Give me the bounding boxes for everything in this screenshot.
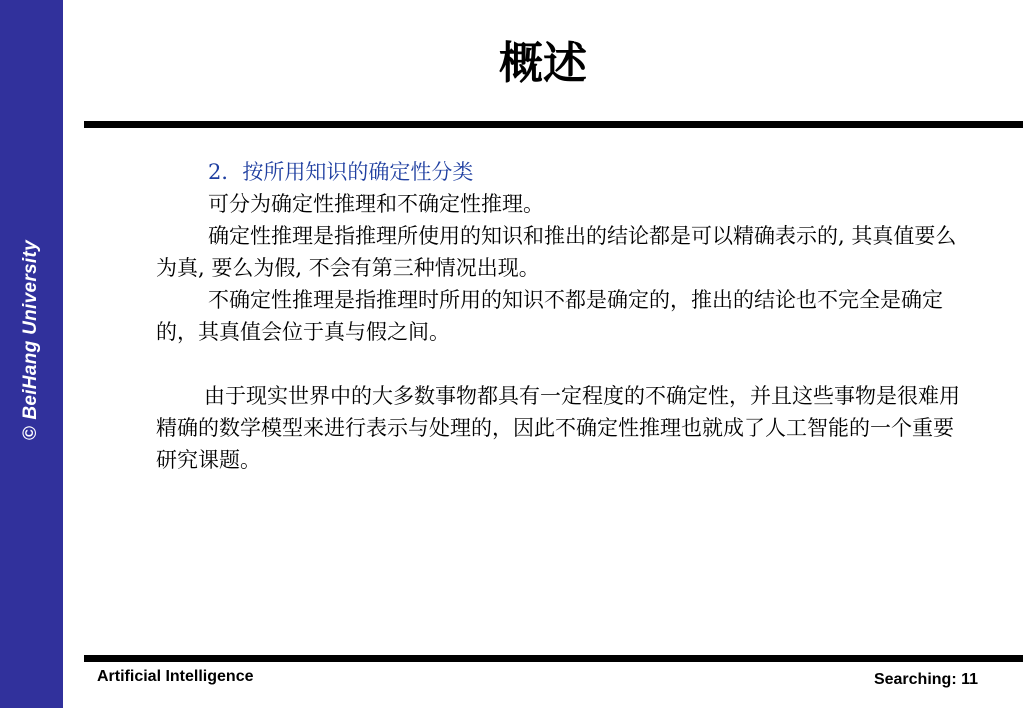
section-subheading: 2．按所用知识的确定性分类	[208, 160, 474, 184]
sidebar-band	[0, 0, 63, 708]
paragraph-research-topic: 由于现实世界中的大多数事物都具有一定程度的不确定性，并且这些事物是很难用精确的数学模型来进行表示与处理的，因此不确定性推理也就成了人工智能的一个重要研究课题。	[156, 384, 960, 472]
footer-page-label: Searching: 11	[873, 671, 978, 688]
footer-course-name: Artificial Intelligence	[97, 668, 254, 685]
sidebar-copyright-text	[20, 240, 42, 440]
slide-body	[156, 156, 971, 476]
footer-divider	[84, 655, 1023, 662]
paragraph-spacer	[156, 348, 971, 380]
title-divider	[84, 121, 1023, 128]
sidebar-org-name: BeiHang University	[20, 240, 41, 420]
copyright-symbol: ©	[20, 425, 41, 440]
slide-title: 概述	[499, 38, 587, 89]
paragraph-nondeterministic: 不确定性推理是指推理时所用的知识不都是确定的，推出的结论也不完全是确定的，其真值会位于真与假之间。	[156, 288, 943, 344]
paragraph-intro: 可分为确定性推理和不确定性推理。	[208, 192, 544, 216]
paragraph-deterministic: 确定性推理是指推理所使用的知识和推出的结论都是可以精确表示的, 其真值要么为真, 要么为假, 不会有第三种情况出现。	[156, 224, 957, 280]
